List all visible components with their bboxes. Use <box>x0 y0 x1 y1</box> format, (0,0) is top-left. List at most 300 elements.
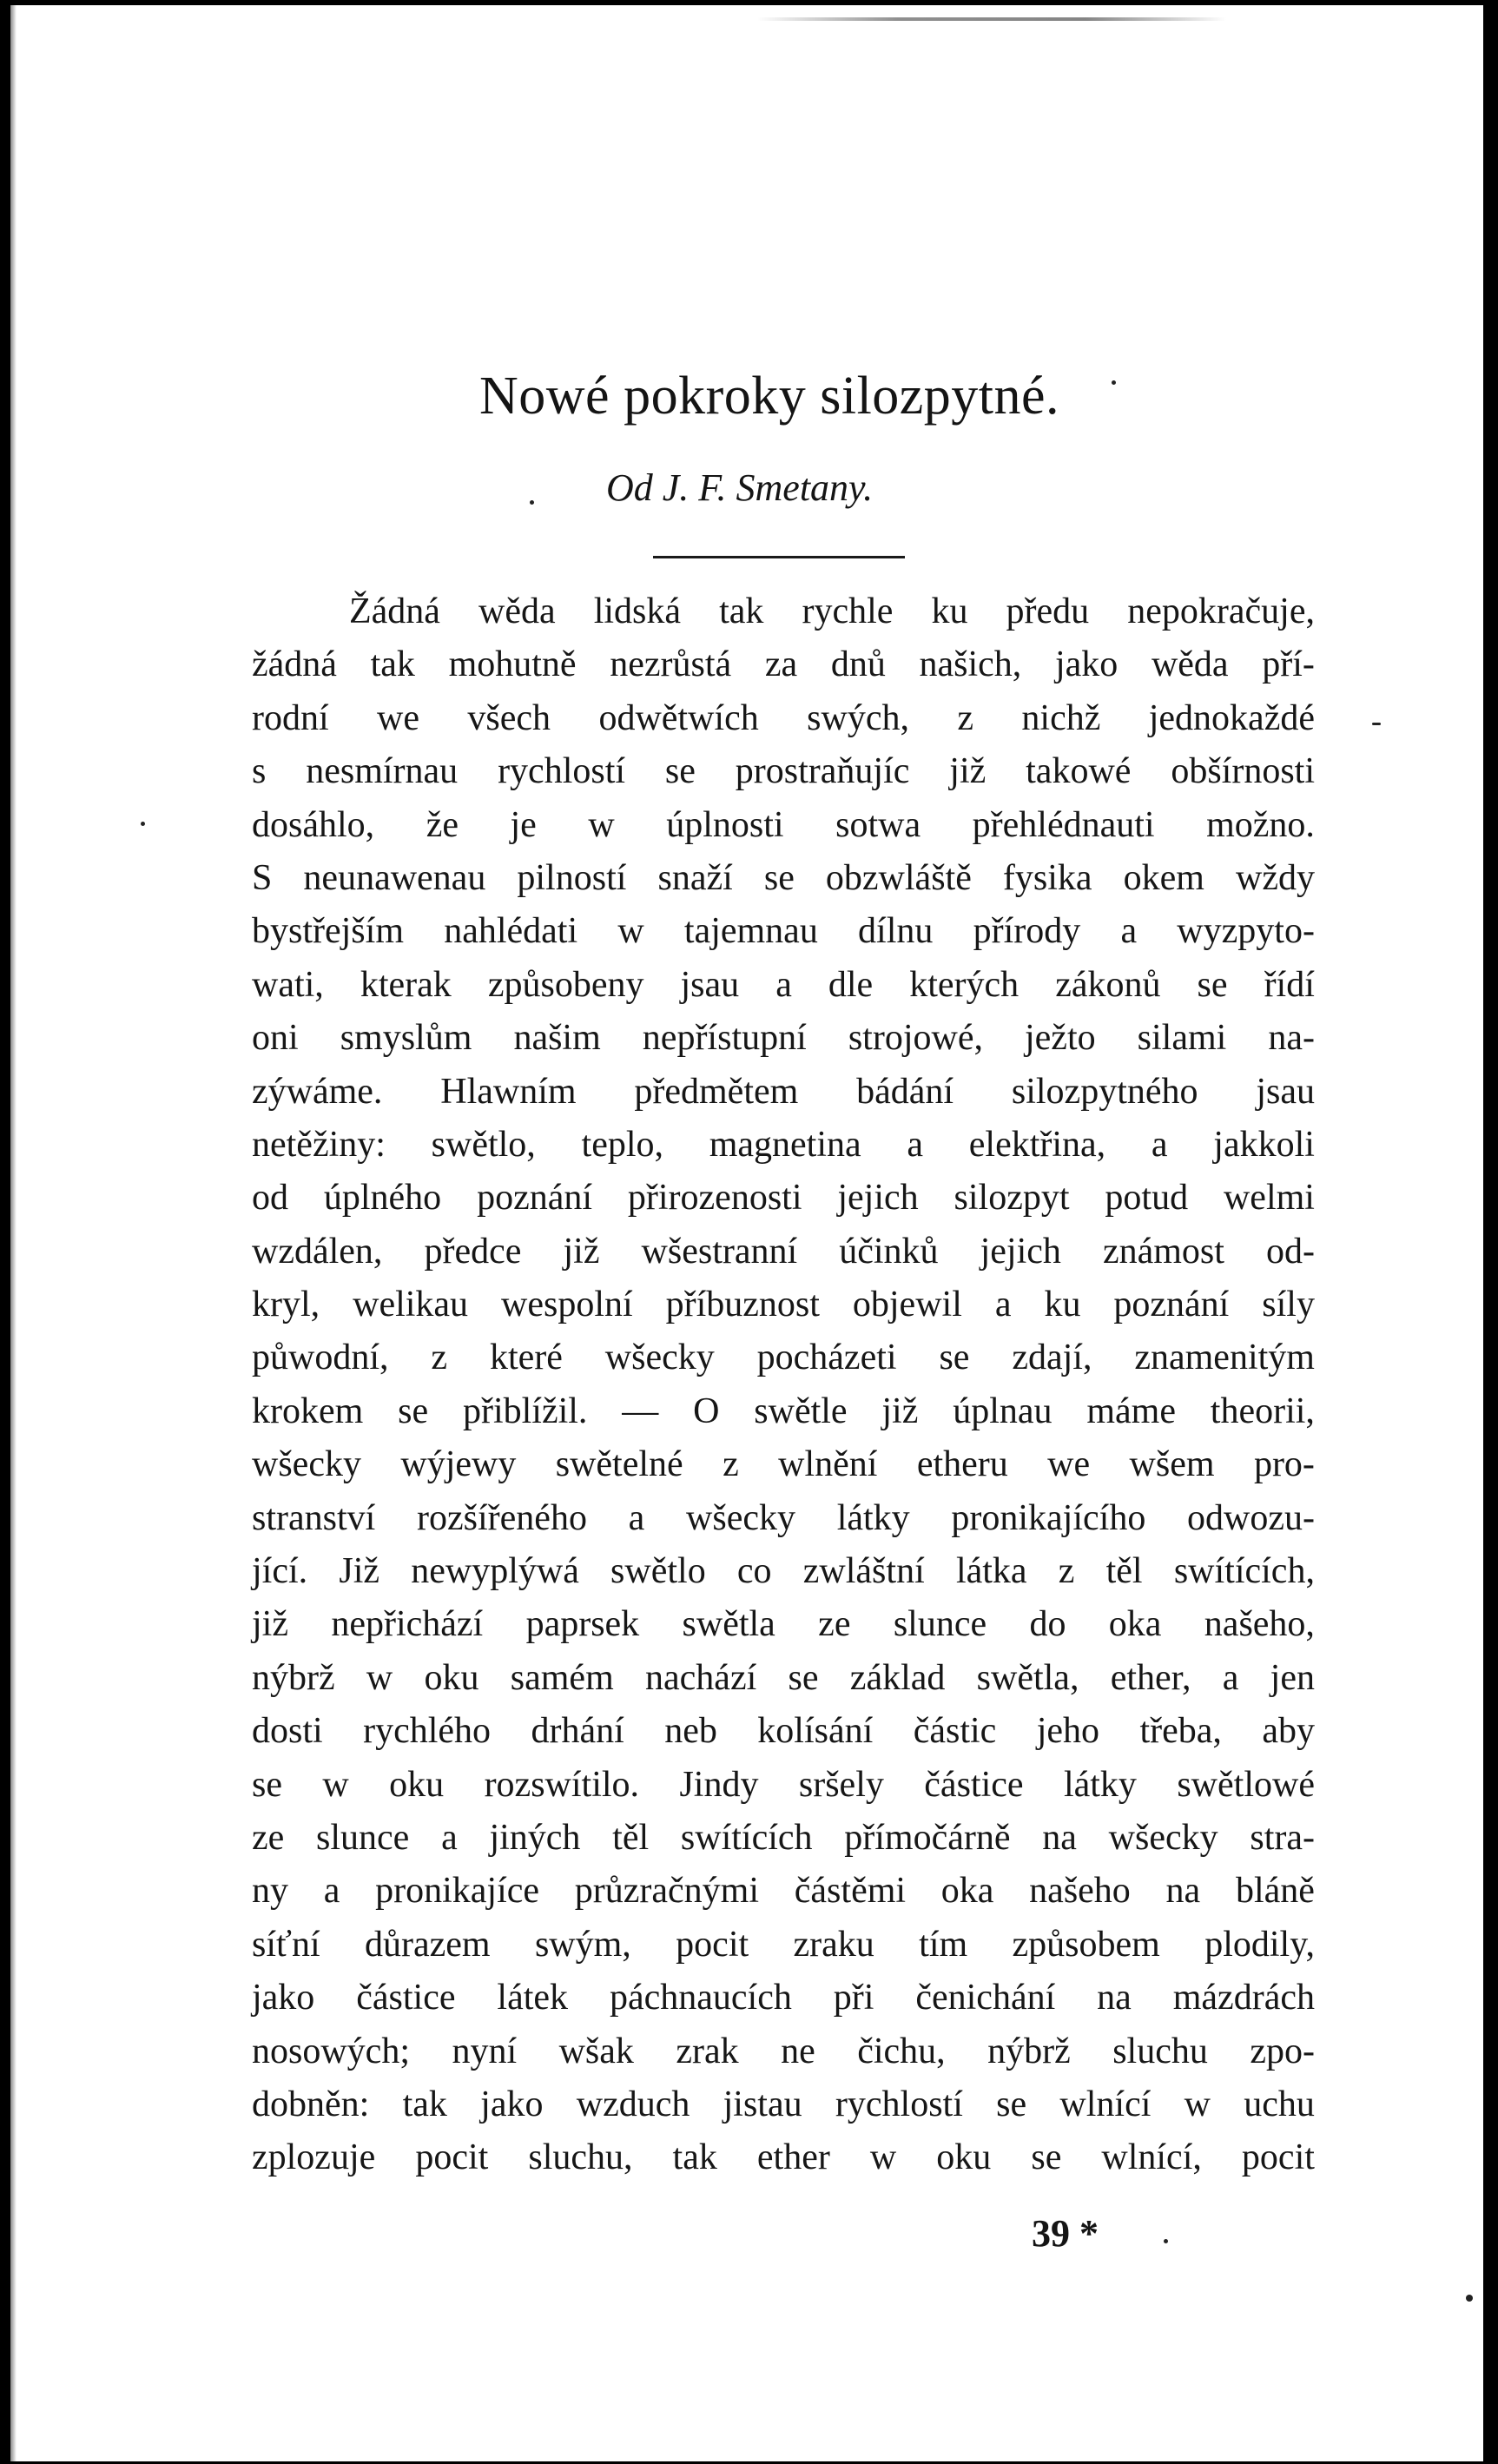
word: síťní <box>252 1924 320 1965</box>
word: našim <box>513 1018 601 1059</box>
word: obzwláště <box>825 857 972 898</box>
word: jako <box>480 2084 544 2124</box>
word: se <box>398 1391 429 1431</box>
word: jakkoli <box>1213 1124 1315 1165</box>
word: rychlého <box>363 1711 492 1752</box>
text-line <box>252 1652 1315 1705</box>
word: a <box>628 1497 645 1538</box>
word: swětla <box>682 1604 775 1645</box>
word: všech <box>467 697 551 738</box>
word: a <box>994 1285 1012 1325</box>
word: smyslům <box>340 1018 472 1059</box>
word: slunce <box>316 1817 410 1858</box>
word: síly <box>1262 1285 1315 1325</box>
word: na <box>1165 1871 1201 1912</box>
word: bádání <box>856 1071 954 1112</box>
word: nesmírnau <box>306 751 459 792</box>
word: dnů <box>830 644 886 685</box>
word: wzduch <box>576 2084 690 2124</box>
word: nyní <box>452 2031 518 2071</box>
word: pří- <box>1262 644 1315 685</box>
word: a <box>323 1871 340 1912</box>
word: nichž <box>1021 697 1101 738</box>
text-line <box>252 1012 1315 1065</box>
word: dosáhlo, <box>252 804 375 845</box>
word: těl <box>612 1817 650 1858</box>
word: látek <box>497 1978 569 2018</box>
word: tak <box>719 591 764 631</box>
word: zdají, <box>1012 1338 1092 1378</box>
word: se <box>1197 964 1228 1005</box>
word: z <box>431 1338 448 1378</box>
word: základ <box>849 1657 946 1698</box>
word: způsobem <box>1012 1924 1160 1965</box>
word: ze <box>252 1817 285 1858</box>
word: ne <box>781 2031 815 2071</box>
word: kolísání <box>757 1711 874 1752</box>
word: nepokračuje, <box>1127 591 1315 631</box>
word: bystřejším <box>252 911 404 952</box>
word: takowé <box>1026 751 1132 792</box>
word: aby <box>1262 1711 1315 1752</box>
word: možno. <box>1206 804 1315 845</box>
word: ny <box>252 1871 288 1912</box>
word: sluchu <box>1112 2031 1208 2071</box>
word: tak <box>402 2084 447 2124</box>
word: nepřichází <box>331 1604 484 1645</box>
word: částic <box>913 1711 997 1752</box>
scan-shadow-left <box>10 5 16 2461</box>
word: již <box>949 751 987 792</box>
word: dle <box>828 964 874 1005</box>
word: pro- <box>1253 1444 1315 1485</box>
word: — <box>622 1391 659 1431</box>
word: při <box>833 1978 874 2018</box>
scanned-page <box>10 5 1483 2461</box>
word: stra- <box>1250 1817 1315 1858</box>
word: našeho <box>1029 1871 1131 1912</box>
word: rozswítilo. <box>484 1764 640 1805</box>
word: wždy <box>1236 857 1315 898</box>
word: půwodní, <box>252 1338 389 1378</box>
word: w <box>617 911 644 952</box>
word: jejich <box>837 1178 919 1219</box>
word: částice <box>924 1764 1024 1805</box>
word: krokem <box>252 1391 364 1431</box>
word: čichu, <box>857 2031 946 2071</box>
article-body <box>252 585 1315 2185</box>
word: páchnaucích <box>609 1978 792 2018</box>
word: ku <box>931 591 968 631</box>
word: welikau <box>353 1285 469 1325</box>
word: našeho, <box>1204 1604 1315 1645</box>
word: wšem <box>1129 1444 1215 1485</box>
word: jeho <box>1036 1711 1100 1752</box>
word: se <box>996 2084 1027 2124</box>
word: již <box>563 1231 600 1272</box>
text-line <box>252 1225 1315 1278</box>
word: od <box>252 1178 288 1219</box>
word: se <box>763 857 795 898</box>
word: jednokaždé <box>1148 697 1315 738</box>
word: Jindy <box>679 1764 759 1805</box>
word: silami <box>1137 1018 1227 1059</box>
word: zýwáme. <box>252 1071 383 1112</box>
word: ether <box>756 2137 830 2178</box>
word: účinků <box>839 1231 939 1272</box>
word: we <box>1047 1444 1091 1485</box>
word: bláně <box>1235 1871 1315 1912</box>
word: se <box>939 1338 970 1378</box>
word: předmětem <box>634 1071 799 1112</box>
word: obšírnosti <box>1171 751 1315 792</box>
word: zwláštní <box>802 1551 925 1592</box>
scan-speck <box>1372 723 1381 725</box>
word: lidská <box>593 591 682 631</box>
word: neb <box>664 1711 717 1752</box>
word: wýjewy <box>400 1444 517 1485</box>
word: swětelné <box>555 1444 683 1485</box>
word: zpo- <box>1250 2031 1315 2071</box>
word: welmi <box>1223 1178 1315 1219</box>
word: na <box>1042 1817 1077 1858</box>
text-line <box>252 1812 1315 1865</box>
word: ze <box>818 1604 851 1645</box>
word: pronikajícího <box>951 1497 1146 1538</box>
word: O <box>693 1391 720 1431</box>
word: odwětwích <box>598 697 759 738</box>
scan-speck <box>530 500 534 505</box>
word: sluchu, <box>528 2137 633 2178</box>
word: zrak <box>676 2031 739 2071</box>
text-line <box>252 638 1315 691</box>
text-line <box>252 2131 1315 2184</box>
text-line <box>252 1492 1315 1545</box>
word: zplozuje <box>252 2137 376 2178</box>
word: S <box>252 857 273 898</box>
word: oku <box>936 2137 992 2178</box>
word: z <box>957 697 974 738</box>
word: přiblížil. <box>462 1391 588 1431</box>
word: na- <box>1268 1018 1315 1059</box>
word: úplného <box>323 1178 442 1219</box>
word: wšecky <box>252 1444 361 1485</box>
word: oka <box>1108 1604 1162 1645</box>
word: těl <box>1105 1551 1143 1592</box>
word: přírody <box>973 911 1081 952</box>
word: ether, <box>1110 1657 1191 1698</box>
word: jako <box>1054 644 1119 685</box>
word: snaží <box>657 857 733 898</box>
word: a <box>775 964 792 1005</box>
word: tak <box>370 644 415 685</box>
scan-speck <box>1466 2295 1473 2302</box>
word: mohutně <box>448 644 577 685</box>
text-line <box>252 1598 1315 1651</box>
word: wěda <box>478 591 556 631</box>
word: úplnau <box>953 1391 1053 1431</box>
word: řídí <box>1264 964 1315 1005</box>
word: wespolní <box>501 1285 633 1325</box>
word: drhání <box>531 1711 624 1752</box>
word: ku <box>1044 1285 1081 1325</box>
word: uchu <box>1244 2084 1315 2124</box>
word: swítících, <box>1173 1551 1315 1592</box>
word: nachází <box>645 1657 757 1698</box>
text-line <box>252 1331 1315 1384</box>
word: příbuznost <box>665 1285 820 1325</box>
word: rychlostí <box>835 2084 963 2124</box>
word: tím <box>919 1924 968 1965</box>
word: se <box>252 1764 282 1805</box>
word: přímočárně <box>844 1817 1011 1858</box>
word: fysika <box>1002 857 1092 898</box>
word: třeba, <box>1139 1711 1222 1752</box>
text-line <box>252 1972 1315 2025</box>
word: poznání <box>477 1178 593 1219</box>
word: a <box>1222 1657 1239 1698</box>
text-line <box>252 1278 1315 1331</box>
word: etheru <box>916 1444 1008 1485</box>
text-line <box>252 2078 1315 2131</box>
article-title: Nowé pokroky silozpytné. <box>479 367 1060 426</box>
text-line <box>252 905 1315 958</box>
word: s <box>252 751 267 792</box>
word: silozpyt <box>954 1178 1070 1219</box>
word: teplo, <box>581 1124 664 1165</box>
scan-speck <box>1112 380 1116 385</box>
word: kterak <box>360 964 452 1005</box>
word: objewil <box>852 1285 962 1325</box>
text-line <box>252 1865 1315 1918</box>
word: swých, <box>807 697 909 738</box>
text-line <box>252 1385 1315 1438</box>
word: částice <box>356 1978 456 2018</box>
word: wlnění <box>778 1444 878 1485</box>
word: máme <box>1086 1391 1176 1431</box>
page-number: 39 * <box>1032 2212 1099 2255</box>
word: pocit <box>676 1924 749 1965</box>
word: samém <box>510 1657 614 1698</box>
word: w <box>588 804 615 845</box>
word: že <box>426 804 459 845</box>
word: pocit <box>415 2137 489 2178</box>
text-line <box>252 799 1315 852</box>
word: wšestranní <box>641 1231 798 1272</box>
word: poznání <box>1113 1285 1230 1325</box>
word: oka <box>940 1871 994 1912</box>
word: Žádná <box>349 591 440 631</box>
word: neunawenau <box>303 857 486 898</box>
word: přirozenosti <box>627 1178 802 1219</box>
word: rozšířeného <box>417 1497 587 1538</box>
word: wšecky <box>1108 1817 1218 1858</box>
text-line <box>252 852 1315 905</box>
word: swětlo, <box>431 1124 536 1165</box>
word: od- <box>1266 1231 1315 1272</box>
word: průzračnými <box>574 1871 760 1912</box>
text-line <box>252 745 1315 798</box>
word: nýbrž <box>987 2031 1071 2071</box>
word: w <box>869 2137 897 2178</box>
text-line <box>252 959 1315 1012</box>
word: wšecky <box>686 1497 795 1538</box>
word: dosti <box>252 1711 323 1752</box>
word: oni <box>252 1018 299 1059</box>
word: kryl, <box>252 1285 320 1325</box>
word: jiných <box>489 1817 581 1858</box>
word: se <box>664 751 696 792</box>
word: rychle <box>802 591 894 631</box>
word: silozpytného <box>1011 1071 1198 1112</box>
word: pocházeti <box>756 1338 897 1378</box>
word: jící. <box>252 1551 308 1592</box>
word: zákonů <box>1055 964 1161 1005</box>
word: swětle <box>754 1391 848 1431</box>
word: jsau <box>1256 1071 1315 1112</box>
word: newyplýwá <box>411 1551 579 1592</box>
word: swětlowé <box>1177 1764 1315 1805</box>
word: z <box>723 1444 739 1485</box>
word: swým, <box>534 1924 631 1965</box>
word: našich, <box>919 644 1022 685</box>
word: úplnosti <box>666 804 784 845</box>
word: na <box>1097 1978 1132 2018</box>
word: elektřina, <box>968 1124 1106 1165</box>
text-line <box>252 692 1315 745</box>
word: w <box>1184 2084 1211 2124</box>
word: do <box>1029 1604 1066 1645</box>
word: přehlédnauti <box>972 804 1155 845</box>
word: swítících <box>680 1817 813 1858</box>
word: způsobeny <box>487 964 644 1005</box>
title-divider <box>653 556 905 558</box>
word: tajemnau <box>683 911 818 952</box>
scan-mark-top <box>757 17 1226 21</box>
word: jsau <box>680 964 740 1005</box>
word: strojowé, <box>848 1018 983 1059</box>
word: nepřístupní <box>642 1018 807 1059</box>
word: oku <box>389 1764 445 1805</box>
word: magnetina <box>709 1124 861 1165</box>
word: rodní <box>252 697 329 738</box>
word: wšecky <box>604 1338 715 1378</box>
word: w <box>366 1657 393 1698</box>
word: jistau <box>723 2084 802 2124</box>
word: pilností <box>517 857 627 898</box>
text-line <box>252 1919 1315 1972</box>
word: tak <box>672 2137 717 2178</box>
word: ježto <box>1025 1018 1096 1059</box>
text-line <box>252 1438 1315 1491</box>
word: jejich <box>980 1231 1061 1272</box>
word: Již <box>339 1551 380 1592</box>
word: čenichání <box>915 1978 1056 2018</box>
word: se <box>1031 2137 1062 2178</box>
word: látky <box>1063 1764 1137 1805</box>
word: we <box>377 697 420 738</box>
text-line <box>252 1759 1315 1812</box>
word: okem <box>1123 857 1204 898</box>
word: odwozu- <box>1187 1497 1315 1538</box>
word: wyzpyto- <box>1177 911 1315 952</box>
word: důrazem <box>365 1924 491 1965</box>
word: již <box>881 1391 919 1431</box>
word: plodily, <box>1204 1924 1315 1965</box>
word: Hlawním <box>440 1071 577 1112</box>
text-line <box>252 1545 1315 1598</box>
text-line <box>252 585 1315 638</box>
word: částěmi <box>794 1871 907 1912</box>
word: které <box>489 1338 563 1378</box>
word: netěžiny: <box>252 1124 386 1165</box>
word: kterých <box>909 964 1020 1005</box>
text-line <box>252 1066 1315 1119</box>
word: předu <box>1006 591 1090 631</box>
word: jako <box>252 1978 315 2018</box>
word: swětla, <box>976 1657 1079 1698</box>
word: se <box>788 1657 819 1698</box>
text-line <box>252 1172 1315 1225</box>
word: wzdálen, <box>252 1231 383 1272</box>
scan-speck <box>141 822 145 826</box>
word: zraku <box>793 1924 874 1965</box>
word: dobněn: <box>252 2084 370 2124</box>
word: již <box>252 1604 288 1645</box>
word: látky <box>836 1497 910 1538</box>
text-line <box>252 2025 1315 2078</box>
word: žádná <box>252 644 337 685</box>
word: předce <box>424 1231 522 1272</box>
word: pronikajíce <box>375 1871 540 1912</box>
text-line <box>252 1705 1315 1758</box>
word: sotwa <box>835 804 921 845</box>
word: swětlo <box>610 1551 706 1592</box>
word: pocit <box>1241 2137 1315 2178</box>
word: potud <box>1105 1178 1189 1219</box>
article-author: Od J. F. Smetany. <box>606 466 874 509</box>
word: nýbrž <box>252 1657 335 1698</box>
word: látka <box>955 1551 1027 1592</box>
word: nosowých; <box>252 2031 410 2071</box>
word: z <box>1058 1551 1075 1592</box>
word: jen <box>1270 1657 1315 1698</box>
word: rychlostí <box>498 751 626 792</box>
word: mázdrách <box>1172 1978 1315 2018</box>
word: a <box>1151 1124 1168 1165</box>
scan-speck <box>1164 2239 1168 2243</box>
word: wati, <box>252 964 324 1005</box>
word: w <box>322 1764 349 1805</box>
word: wlnící, <box>1101 2137 1202 2178</box>
word: slunce <box>893 1604 987 1645</box>
word: sršely <box>798 1764 884 1805</box>
word: a <box>441 1817 458 1858</box>
word: wlnící <box>1059 2084 1152 2124</box>
word: známost <box>1102 1231 1224 1272</box>
word: stranství <box>252 1497 376 1538</box>
word: theorii, <box>1210 1391 1315 1431</box>
text-line <box>252 1119 1315 1172</box>
word: je <box>510 804 537 845</box>
word: prostraňujíc <box>735 751 910 792</box>
word: nezrůstá <box>610 644 732 685</box>
word: za <box>764 644 798 685</box>
word: wěda <box>1151 644 1229 685</box>
word: co <box>736 1551 772 1592</box>
word: nahlédati <box>444 911 578 952</box>
word: dílnu <box>858 911 934 952</box>
